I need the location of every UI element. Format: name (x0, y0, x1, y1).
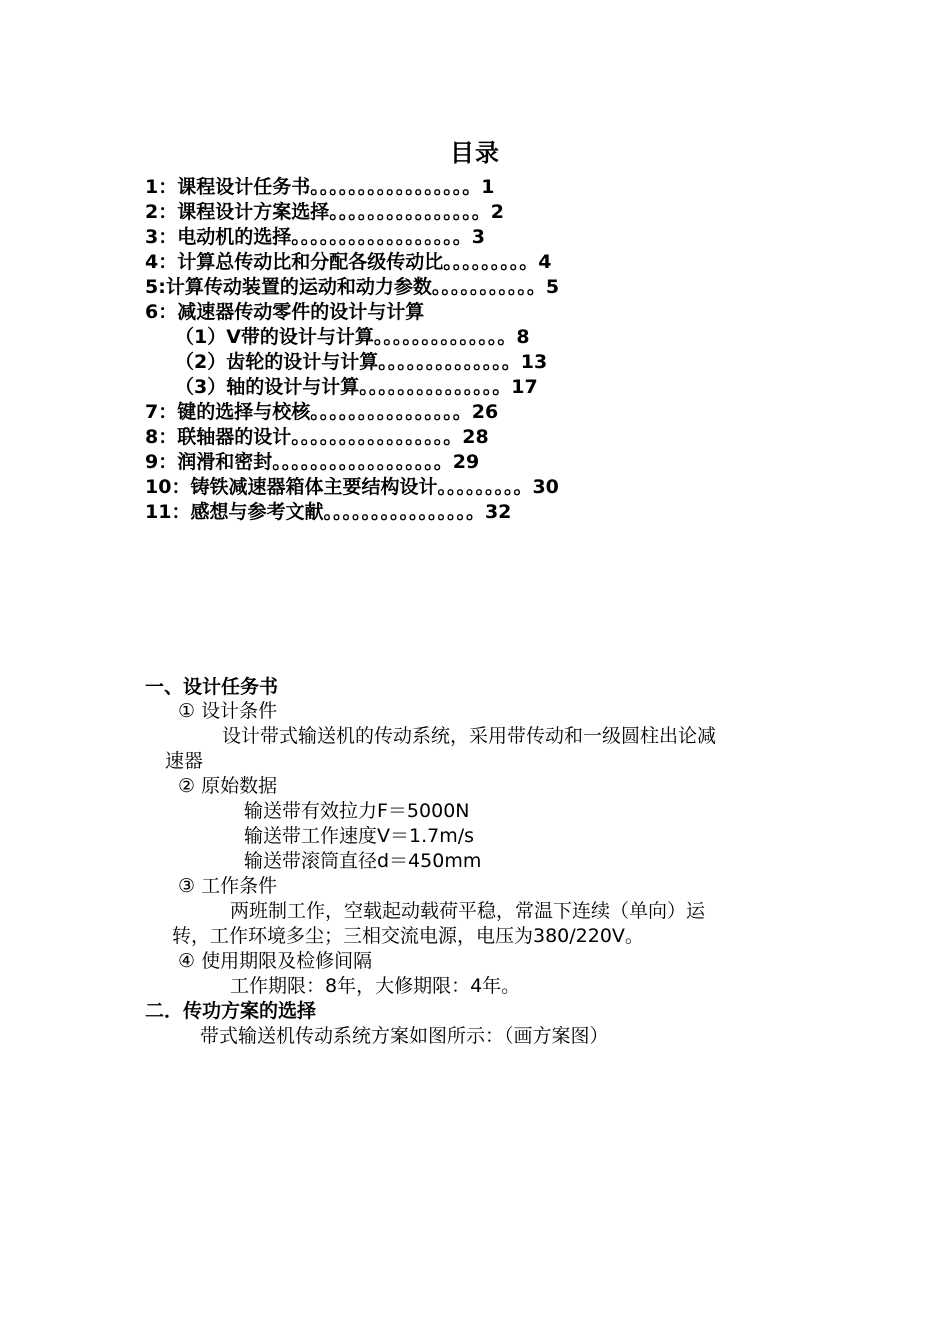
paragraph-text: 工作期限：8年，大修期限：4年。 (230, 975, 521, 997)
data-line: 输送带有效拉力F＝5000N (244, 800, 470, 822)
toc-entry: 6：减速器传动零件的设计与计算 (145, 301, 425, 323)
toc-entry: （1）V带的设计与计算。。。。。。。。。。。。。。8 (175, 326, 530, 348)
section-heading: 一、设计任务书 (145, 676, 279, 698)
toc-entry: （2）齿轮的设计与计算。。。。。。。。。。。。。。13 (175, 351, 548, 373)
toc-entry: 5:计算传动装置的运动和动力参数。。。。。。。。。。。5 (145, 276, 560, 298)
subsection-title: ① 设计条件 (178, 700, 278, 722)
section-heading: 二．传功方案的选择 (145, 1000, 317, 1022)
toc-entry: 7：键的选择与校核。。。。。。。。。。。。。。。。26 (145, 401, 499, 423)
toc-title: 目录 (450, 139, 500, 167)
toc-entry: 4：计算总传动比和分配各级传动比。。。。。。。。。4 (145, 251, 552, 273)
paragraph-text: 两班制工作，空载起动载荷平稳，常温下连续（单向）运 (230, 900, 706, 922)
toc-entry: 1：课程设计任务书。。。。。。。。。。。。。。。。。1 (145, 176, 495, 198)
toc-entry: （3）轴的设计与计算。。。。。。。。。。。。。。。17 (175, 376, 538, 398)
paragraph-text: 转，工作环境多尘；三相交流电源，电压为380/220V。 (172, 925, 644, 947)
toc-entry: 2：课程设计方案选择。。。。。。。。。。。。。。。。2 (145, 201, 504, 223)
paragraph-text: 设计带式输送机的传动系统，采用带传动和一级圆柱出论减 (222, 725, 717, 747)
subsection-title: ③ 工作条件 (178, 875, 278, 897)
data-line: 输送带工作速度V＝1.7m/s (244, 825, 475, 847)
toc-entry: 10：铸铁减速器箱体主要结构设计。。。。。。。。。30 (145, 476, 559, 498)
toc-entry: 11：感想与参考文献。。。。。。。。。。。。。。。。32 (145, 501, 512, 523)
toc-entry: 9：润滑和密封。。。。。。。。。。。。。。。。。。29 (145, 451, 480, 473)
paragraph-text: 带式输送机传动系统方案如图所示：（画方案图） (200, 1025, 609, 1047)
toc-entry: 8：联轴器的设计。。。。。。。。。。。。。。。。。28 (145, 426, 489, 448)
toc-entry: 3：电动机的选择。。。。。。。。。。。。。。。。。。3 (145, 226, 485, 248)
data-line: 输送带滚筒直径d＝450mm (244, 850, 482, 872)
subsection-title: ② 原始数据 (178, 775, 278, 797)
paragraph-text: 速器 (165, 750, 204, 772)
subsection-title: ④ 使用期限及检修间隔 (178, 950, 373, 972)
